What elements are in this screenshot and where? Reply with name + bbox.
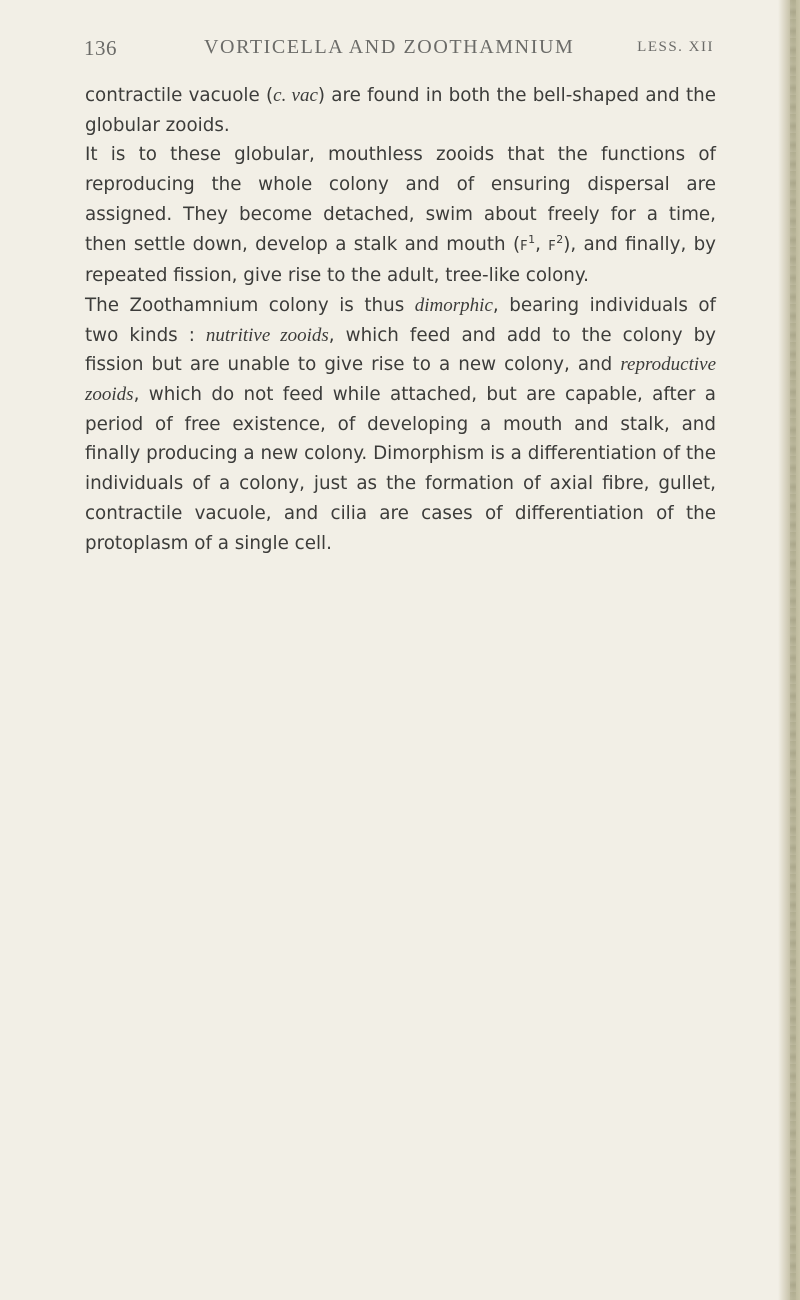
text-run: , which do not feed while attached, but are capable, after a period of free existence, of developing a mouth and stalk, and finally producing a new colony. Dimorphism is a differentiation of the individuals of a colony, just as the formation of axial fibre, gullet, contractile vacuole, and cilia are cases of differentiation of the protoplasm of a single cell.	[85, 384, 716, 554]
running-title: VORTICELLA AND ZOOTHAMNIUM	[204, 36, 575, 58]
text-run: , bearing individuals of two kinds :	[85, 294, 716, 346]
figure-ref-letter: F	[548, 238, 557, 254]
figure-ref-letter: F	[520, 238, 529, 254]
paragraph-3	[85, 291, 716, 558]
lesson-label: LESS. XII	[637, 39, 714, 55]
text-run: ,	[535, 233, 549, 255]
paragraph-1	[85, 81, 716, 140]
text-run: It is to these globular, mouthless zooids that the functions of reproducing the whole colony and of ensuring dispersal are assigned. They become detached, swim about freely for a time, then settle down, develop a stalk and mouth (	[85, 144, 716, 255]
italic-term: nutritive zooids	[205, 324, 329, 346]
text-run: contractile vacuole (	[85, 85, 274, 106]
italic-term: reproductive zooids	[85, 354, 716, 406]
italic-term: dimorphic	[414, 294, 493, 316]
text-run: ) are found in both the bell-shaped and the globular zooids.	[85, 85, 716, 136]
italic-term: c. vac	[273, 85, 318, 106]
page-edge-shadow	[778, 0, 800, 1300]
text-run: The Zoothamnium colony is thus	[85, 294, 415, 316]
paragraph-2	[85, 140, 716, 291]
body-text	[85, 81, 716, 558]
figure-ref-superscript: 1	[528, 232, 536, 246]
page-number: 136	[84, 36, 117, 60]
text-run: ), and finally, by repeated fission, give rise to the adult, tree-like colony.	[85, 233, 717, 287]
running-head	[84, 36, 714, 66]
text-run: , which feed and add to the colony by fission but are unable to give rise to a new colony, and	[85, 324, 716, 376]
figure-ref-superscript: 2	[556, 232, 564, 246]
